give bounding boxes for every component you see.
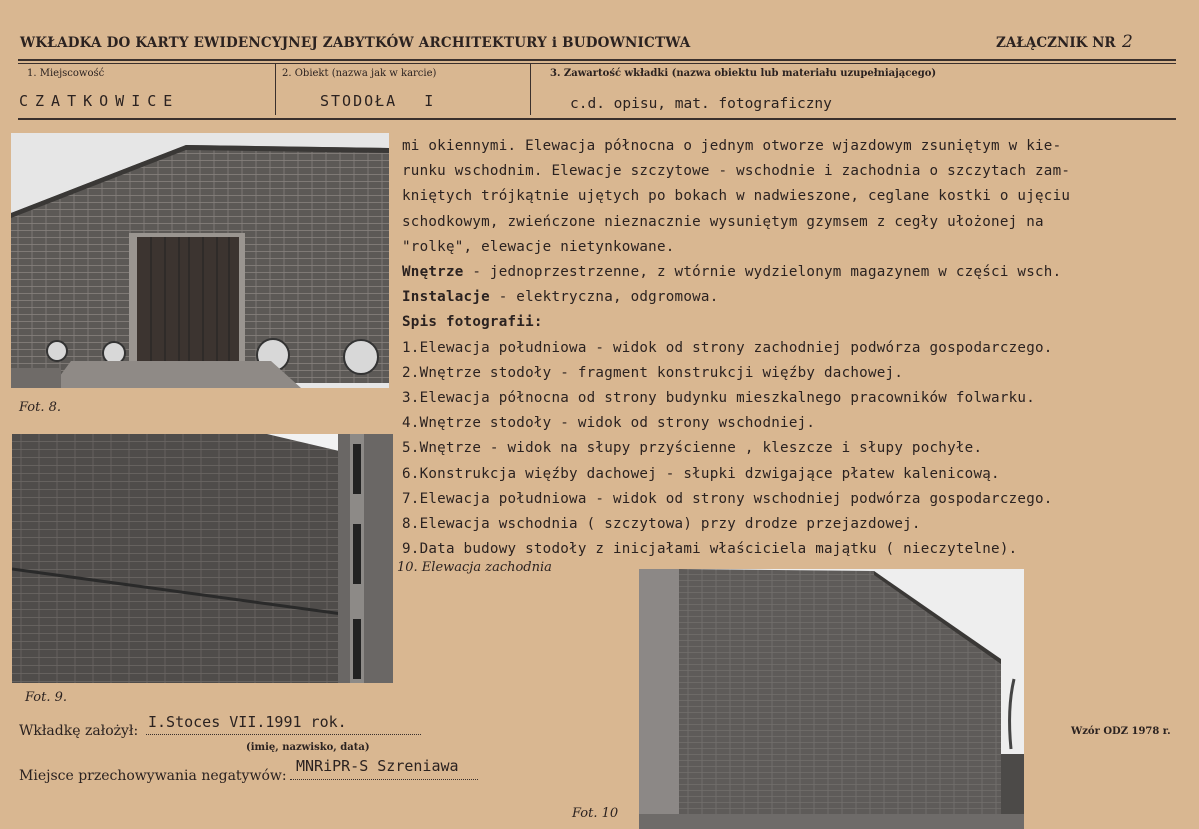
author-dotted-line: [146, 734, 421, 735]
negatives-value: MNRiPR-S Szreniawa: [296, 757, 459, 775]
header-rule-top: [18, 59, 1176, 61]
description-block: [402, 134, 1070, 562]
locality-value: CZATKOWICE: [19, 92, 180, 110]
photo-8-caption: Fot. 8.: [19, 400, 62, 415]
photo-10-caption: Fot. 10: [572, 806, 619, 821]
field-divider-2: [530, 63, 531, 115]
photo-list-item: 8.Elewacja wschodnia ( szczytowa) przy drodze przejazdowej.: [402, 516, 921, 533]
annex-number: 2: [1122, 32, 1133, 52]
object-label: 2. Obiekt (nazwa jak w karcie): [282, 68, 437, 79]
photo-list-item: 2.Wnętrze stodoły - fragment konstrukcji więźby dachowej.: [402, 364, 904, 381]
object-value: STODOŁA I: [320, 92, 436, 110]
photo-list-item: 5.Wnętrze - widok na słupy przyścienne , kleszcze i słupy pochyłe.: [402, 440, 983, 457]
installations-text: - elektryczna, odgromowa.: [489, 289, 719, 306]
photo-8: [11, 133, 389, 388]
form-label: Wzór ODZ 1978 r.: [1071, 726, 1171, 737]
photo-9: [12, 434, 393, 683]
photo-9-caption: Fot. 9.: [25, 690, 68, 705]
installations-line: [402, 285, 1070, 310]
photo-list-item: 6.Konstrukcja więźby dachowej - słupki dzwigające płatew kalenicową.: [402, 465, 1000, 482]
author-value: I.Stoces VII.1991 rok.: [148, 713, 347, 731]
negatives-label: Miejsce przechowywania negatywów:: [19, 768, 287, 784]
header-rule-top-thin: [18, 63, 1176, 64]
photo-list-item: 1.Elewacja południowa - widok od strony zachodniej podwórza gospodarczego.: [402, 339, 1053, 356]
form-title: WKŁADKA DO KARTY EWIDENCYJNEJ ZABYTKÓW ARCHITEKTURY i BUDOWNICTWA: [20, 35, 691, 51]
author-hint: (imię, nazwisko, data): [246, 742, 370, 753]
interior-line: [402, 260, 1070, 285]
description-line: "rolkę", elewacje nietynkowane.: [402, 238, 675, 255]
content-label: 3. Zawartość wkładki (nazwa obiektu lub materiału uzupełniającego): [550, 68, 937, 79]
author-label: Wkładkę założył:: [19, 723, 139, 739]
interior-label: Wnętrze: [402, 264, 464, 281]
photos-heading: Spis fotografii:: [402, 314, 543, 331]
barn-corner-photo: [639, 569, 1024, 829]
photo-list-handwritten: 10. Elewacja zachodnia: [397, 560, 552, 575]
photo-list-item: 7.Elewacja południowa - widok od strony wschodniej podwórza gospodarczego.: [402, 490, 1053, 507]
photo-10: [639, 569, 1024, 829]
negatives-dotted-line: [290, 779, 478, 780]
description-line: kniętych trójkątnie ujętych po bokach w nadwieszone, ceglane kostki o ujęciu: [402, 188, 1071, 205]
locality-label: 1. Miejscowość: [27, 68, 105, 79]
field-divider-1: [275, 63, 276, 115]
photo-list-item: 9.Data budowy stodoły z inicjałami właściciela majątku ( nieczytelne).: [402, 541, 1018, 558]
interior-text: - jednoprzestrzenne, z wtórnie wydzielonym magazynem w części wsch.: [463, 264, 1062, 281]
description-line: schodkowym, zwieńczone nieznacznie wysuniętym gzymsem z cegły ułożonej na: [402, 213, 1044, 230]
photo-list-item: 4.Wnętrze stodoły - widok od strony wschodniej.: [402, 415, 816, 432]
description-line: mi okiennymi. Elewacja północna o jednym otworze wjazdowym zsuniętym w kie-: [402, 138, 1062, 154]
barn-wall-photo: [12, 434, 393, 683]
header-rule-bottom: [18, 118, 1176, 120]
description-line: runku wschodnim. Elewacje szczytowe - wschodnie i zachodnia o szczytach zam-: [402, 163, 1071, 180]
installations-label: Instalacje: [402, 289, 490, 306]
content-value: c.d. opisu, mat. fotograficzny: [570, 96, 832, 112]
barn-gate-photo: [11, 133, 389, 388]
annex-label: ZAŁĄCZNIK NR: [996, 35, 1116, 51]
photo-list-item: 3.Elewacja północna od strony budynku mieszkalnego pracowników folwarku.: [402, 390, 1035, 407]
